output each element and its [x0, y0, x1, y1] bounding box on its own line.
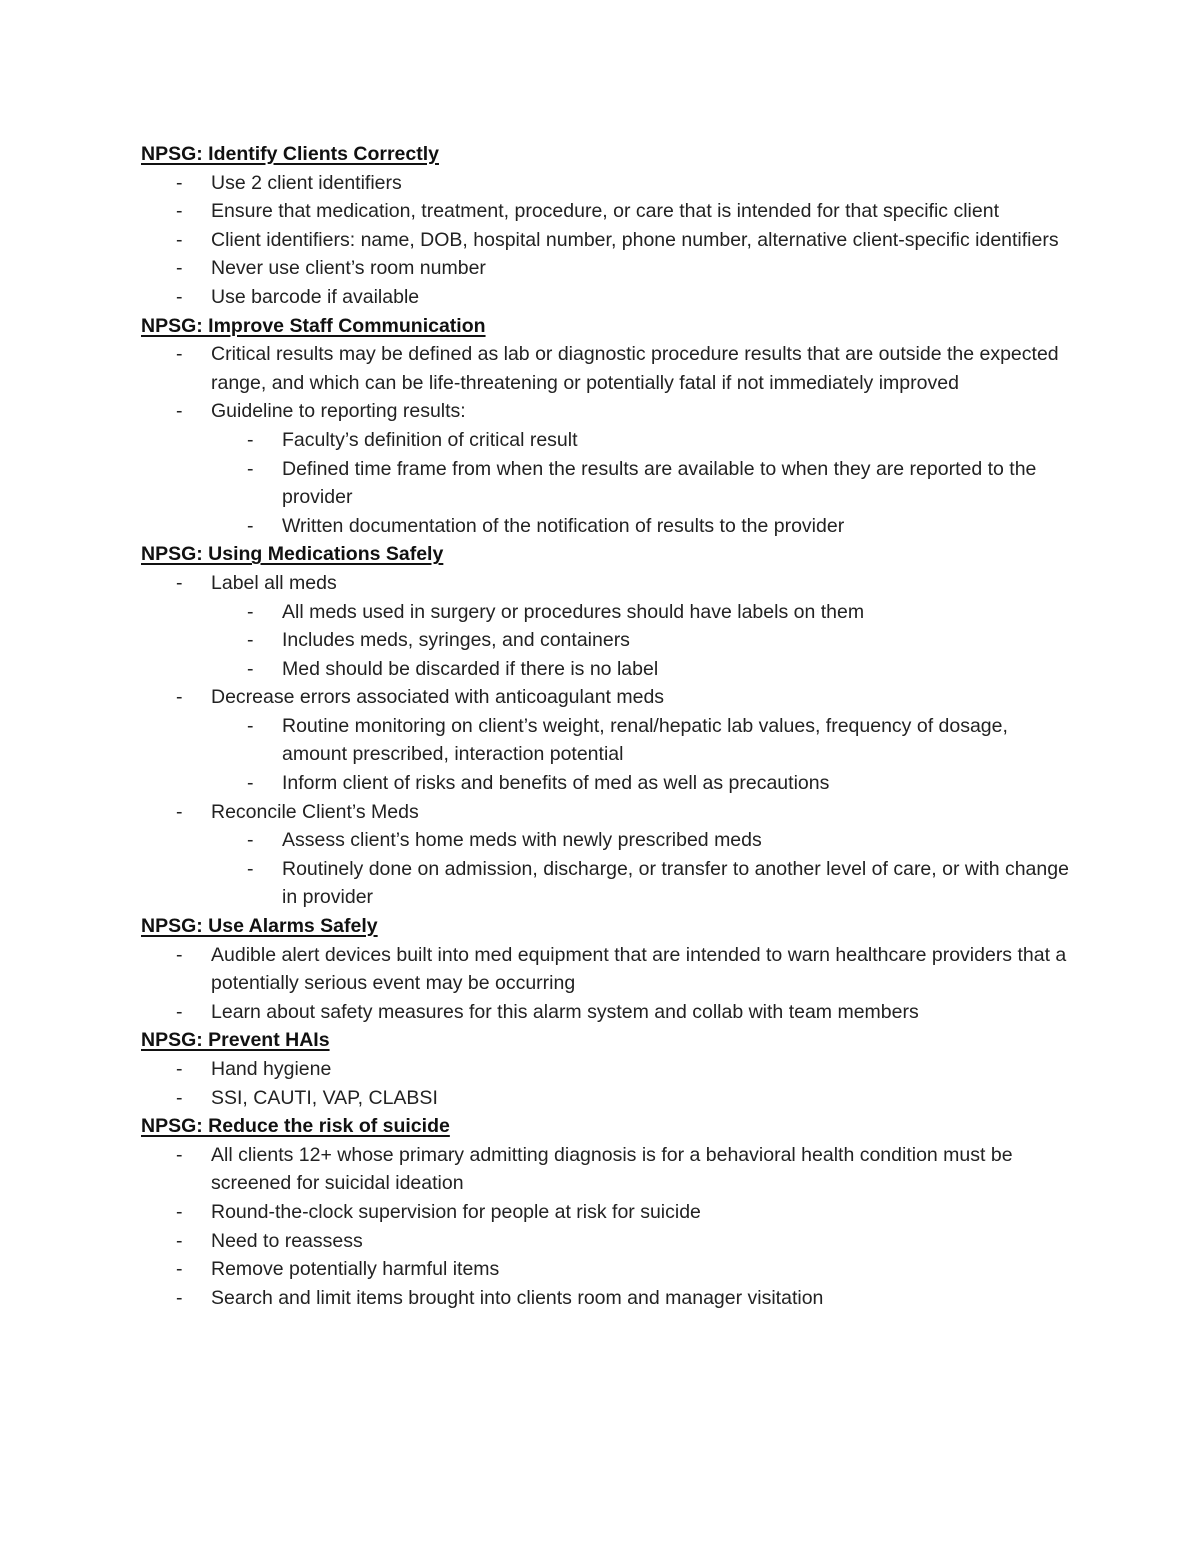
- bullet-text: Critical results may be defined as lab or diagnostic procedure results that are outside the expected range, and which can be life-threatening or potentially fatal if not immediately improved: [211, 343, 1059, 394]
- note-section: [141, 912, 1071, 1026]
- bullet-dash: -: [176, 1286, 183, 1309]
- bullet-item: [141, 1141, 1071, 1198]
- bullet-text: Round-the-clock supervision for people at risk for suicide: [211, 1200, 701, 1223]
- sub-bullet-item: [211, 426, 1071, 455]
- section-heading: NPSG: Reduce the risk of suicide: [141, 1115, 450, 1138]
- bullet-text: Decrease errors associated with anticoagulant meds: [211, 686, 665, 709]
- bullet-list: [141, 1141, 1071, 1313]
- document-page: [141, 140, 1071, 1312]
- bullet-text: Label all meds: [211, 571, 337, 594]
- sub-bullet-item: [211, 512, 1071, 541]
- bullet-dash: -: [176, 1200, 183, 1223]
- bullet-list: [141, 340, 1071, 540]
- sub-bullet-list: [211, 826, 1071, 912]
- sub-bullet-item: [211, 826, 1071, 855]
- bullet-item: [141, 1284, 1071, 1313]
- bullet-item: [141, 340, 1071, 397]
- bullet-dash: -: [247, 514, 254, 537]
- bullet-item: [141, 283, 1071, 312]
- bullet-dash: -: [176, 686, 183, 709]
- sub-bullet-item: [211, 455, 1071, 512]
- sub-bullet-list: [211, 712, 1071, 798]
- bullet-text: Search and limit items brought into clients room and manager visitation: [211, 1286, 824, 1309]
- bullet-item: [141, 1084, 1071, 1113]
- sub-bullet-text: Includes meds, syringes, and containers: [282, 629, 630, 652]
- bullet-item: [141, 1198, 1071, 1227]
- bullet-text: Guideline to reporting results:: [211, 400, 466, 423]
- sub-bullet-text: Inform client of risks and benefits of med as well as precautions: [282, 772, 830, 795]
- bullet-dash: -: [176, 171, 183, 194]
- bullet-text: Ensure that medication, treatment, procedure, or care that is intended for that specific client: [211, 200, 999, 223]
- bullet-dash: -: [176, 400, 183, 423]
- bullet-item: [141, 569, 1071, 683]
- bullet-item: [141, 941, 1071, 998]
- bullet-dash: -: [247, 657, 254, 680]
- bullet-item: [141, 683, 1071, 797]
- section-heading: NPSG: Prevent HAIs: [141, 1029, 330, 1052]
- sub-bullet-item: [211, 626, 1071, 655]
- bullet-text: Learn about safety measures for this alarm system and collab with team members: [211, 1000, 919, 1023]
- bullet-text: Remove potentially harmful items: [211, 1258, 500, 1281]
- bullet-list: [141, 1055, 1071, 1112]
- bullet-text: Reconcile Client’s Meds: [211, 800, 419, 823]
- sub-bullet-item: [211, 655, 1071, 684]
- note-section: [141, 1026, 1071, 1112]
- bullet-dash: -: [176, 257, 183, 280]
- sub-bullet-item: [211, 598, 1071, 627]
- bullet-item: [141, 1055, 1071, 1084]
- bullet-dash: -: [176, 1000, 183, 1023]
- bullet-text: Client identifiers: name, DOB, hospital number, phone number, alternative client-specific identifiers: [211, 228, 1059, 251]
- section-heading: NPSG: Use Alarms Safely: [141, 915, 378, 938]
- bullet-list: [141, 169, 1071, 312]
- bullet-text: SSI, CAUTI, VAP, CLABSI: [211, 1086, 438, 1109]
- bullet-dash: -: [247, 857, 254, 880]
- sub-bullet-item: [211, 855, 1071, 912]
- sub-bullet-text: Routine monitoring on client’s weight, renal/hepatic lab values, frequency of dosage, amount prescribed, interaction potential: [282, 714, 1008, 766]
- note-section: [141, 1112, 1071, 1312]
- sub-bullet-text: Faculty’s definition of critical result: [282, 428, 578, 451]
- sub-bullet-item: [211, 712, 1071, 769]
- sub-bullet-text: Med should be discarded if there is no label: [282, 657, 659, 680]
- bullet-list: [141, 941, 1071, 1027]
- bullet-item: [141, 226, 1071, 255]
- note-section: [141, 312, 1071, 541]
- bullet-text: Use barcode if available: [211, 285, 420, 308]
- note-section: [141, 540, 1071, 912]
- bullet-text: Audible alert devices built into med equipment that are intended to warn healthcare providers that a potentially serious event may be occurring: [211, 943, 1067, 995]
- sub-bullet-text: Routinely done on admission, discharge, or transfer to another level of care, or with change in provider: [282, 857, 1069, 909]
- note-section: [141, 140, 1071, 312]
- bullet-dash: -: [247, 829, 254, 852]
- bullet-item: [141, 397, 1071, 540]
- bullet-dash: -: [176, 800, 183, 823]
- bullet-dash: -: [176, 285, 183, 308]
- bullet-text: Never use client’s room number: [211, 257, 486, 280]
- bullet-dash: -: [176, 1258, 183, 1281]
- bullet-dash: -: [247, 600, 254, 623]
- bullet-text: Hand hygiene: [211, 1058, 332, 1080]
- sub-bullet-item: [211, 769, 1071, 798]
- bullet-item: [141, 197, 1071, 226]
- bullet-dash: -: [176, 343, 183, 366]
- bullet-dash: -: [176, 571, 183, 594]
- bullet-item: [141, 798, 1071, 912]
- section-heading: NPSG: Improve Staff Communication: [141, 314, 486, 337]
- sub-bullet-list: [211, 426, 1071, 540]
- bullet-list: [141, 569, 1071, 912]
- bullet-dash: -: [176, 1143, 183, 1166]
- bullet-item: [141, 1227, 1071, 1256]
- sub-bullet-text: All meds used in surgery or procedures should have labels on them: [282, 600, 865, 623]
- sub-bullet-list: [211, 598, 1071, 684]
- bullet-text: Use 2 client identifiers: [211, 171, 402, 194]
- bullet-item: [141, 998, 1071, 1027]
- section-heading: NPSG: Using Medications Safely: [141, 543, 444, 566]
- bullet-text: Need to reassess: [211, 1229, 363, 1252]
- section-heading: NPSG: Identify Clients Correctly: [141, 143, 439, 165]
- bullet-dash: -: [247, 772, 254, 795]
- sub-bullet-text: Defined time frame from when the results are available to when they are reported to the provider: [282, 457, 1037, 509]
- bullet-text: All clients 12+ whose primary admitting diagnosis is for a behavioral health condition must be screened for suicidal ideation: [211, 1143, 1013, 1195]
- bullet-dash: -: [247, 428, 254, 451]
- bullet-dash: -: [176, 1058, 183, 1080]
- bullet-item: [141, 254, 1071, 283]
- bullet-dash: -: [176, 1229, 183, 1252]
- bullet-dash: -: [247, 714, 254, 737]
- bullet-dash: -: [176, 200, 183, 223]
- sub-bullet-text: Assess client’s home meds with newly prescribed meds: [282, 829, 762, 852]
- bullet-dash: -: [176, 943, 183, 966]
- bullet-item: [141, 1255, 1071, 1284]
- bullet-dash: -: [176, 228, 183, 251]
- bullet-dash: -: [247, 629, 254, 652]
- bullet-item: [141, 169, 1071, 198]
- bullet-dash: -: [247, 457, 254, 480]
- sub-bullet-text: Written documentation of the notification of results to the provider: [282, 514, 845, 537]
- bullet-dash: -: [176, 1086, 183, 1109]
